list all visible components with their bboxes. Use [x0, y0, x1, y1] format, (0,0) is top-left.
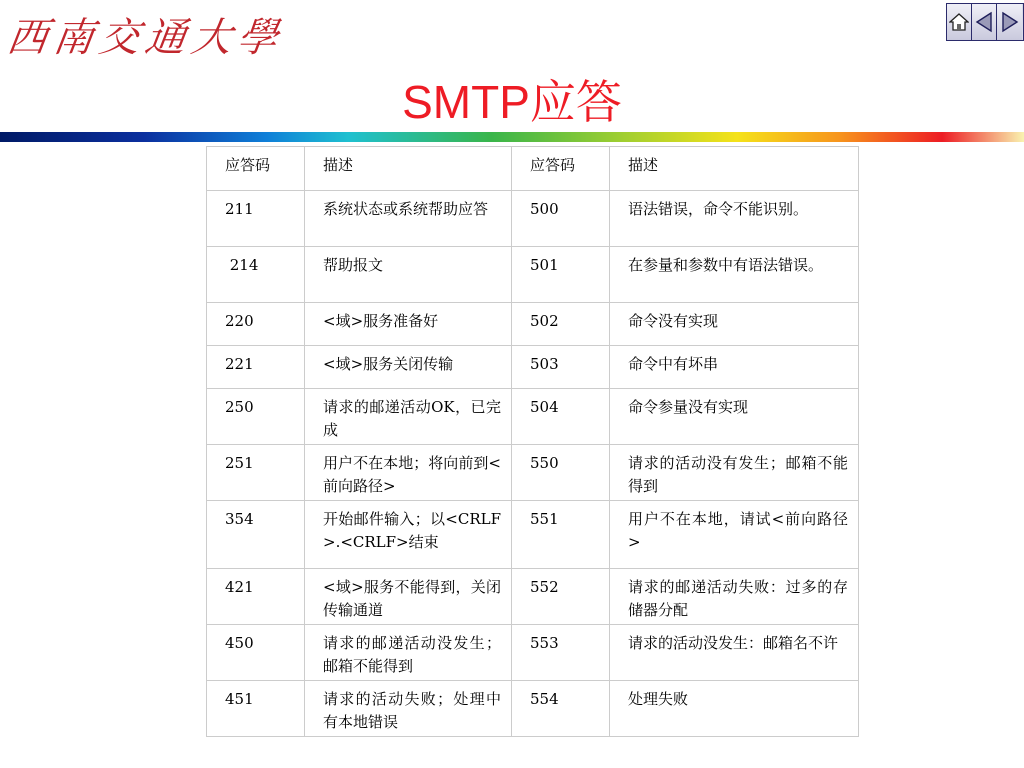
table-row — [207, 681, 859, 737]
reply-description: 请求的活动失败；处理中有本地错误 — [305, 681, 512, 737]
reply-code: 421 — [207, 569, 305, 625]
reply-code: 502 — [512, 303, 610, 346]
reply-description: 命令没有实现 — [610, 303, 859, 346]
reply-code: 503 — [512, 346, 610, 389]
reply-code: 550 — [512, 445, 610, 501]
column-header: 应答码 — [512, 147, 610, 191]
reply-code: 250 — [207, 389, 305, 445]
reply-code: 501 — [512, 247, 610, 303]
reply-description: 开始邮件输入；以<CRLF>.<CRLF>结束 — [305, 501, 512, 569]
reply-code: 214 — [207, 247, 305, 303]
reply-description: 处理失败 — [610, 681, 859, 737]
reply-code: 552 — [512, 569, 610, 625]
reply-description: 帮助报文 — [305, 247, 512, 303]
reply-code: 211 — [207, 191, 305, 247]
home-button[interactable] — [947, 4, 972, 40]
next-button[interactable] — [997, 4, 1022, 40]
table-row — [207, 569, 859, 625]
reply-code: 451 — [207, 681, 305, 737]
table-row — [207, 303, 859, 346]
previous-button[interactable] — [972, 4, 997, 40]
reply-code: 554 — [512, 681, 610, 737]
slide-navigation — [946, 3, 1024, 41]
reply-code: 450 — [207, 625, 305, 681]
table-row — [207, 346, 859, 389]
reply-code: 500 — [512, 191, 610, 247]
reply-code: 551 — [512, 501, 610, 569]
university-logo: 西南交通大學 — [4, 14, 287, 61]
table-row — [207, 625, 859, 681]
reply-description: 语法错误，命令不能识别。 — [610, 191, 859, 247]
reply-description: 请求的邮递活动OK，已完成 — [305, 389, 512, 445]
column-header: 描述 — [305, 147, 512, 191]
reply-description: 系统状态或系统帮助应答 — [305, 191, 512, 247]
reply-code: 221 — [207, 346, 305, 389]
home-icon — [949, 12, 969, 32]
reply-description: 请求的邮递活动失败：过多的存储器分配 — [610, 569, 859, 625]
reply-description: <域>服务不能得到，关闭传输通道 — [305, 569, 512, 625]
reply-description: <域>服务准备好 — [305, 303, 512, 346]
reply-description: 命令中有坏串 — [610, 346, 859, 389]
table-row — [207, 247, 859, 303]
table-header-row — [207, 147, 859, 191]
reply-description: 命令参量没有实现 — [610, 389, 859, 445]
smtp-reply-table — [206, 146, 859, 737]
reply-code: 251 — [207, 445, 305, 501]
reply-description: 请求的邮递活动没发生；邮箱不能得到 — [305, 625, 512, 681]
reply-description: 请求的活动没发生：邮箱名不许 — [610, 625, 859, 681]
table-row — [207, 191, 859, 247]
reply-description: 用户不在本地，请试<前向路径> — [610, 501, 859, 569]
reply-description: 用户不在本地；将向前到<前向路径> — [305, 445, 512, 501]
column-header: 描述 — [610, 147, 859, 191]
table-row — [207, 445, 859, 501]
reply-code: 354 — [207, 501, 305, 569]
table-row — [207, 501, 859, 569]
column-header: 应答码 — [207, 147, 305, 191]
table-row — [207, 389, 859, 445]
reply-code: 504 — [512, 389, 610, 445]
reply-code: 220 — [207, 303, 305, 346]
reply-code: 553 — [512, 625, 610, 681]
next-icon — [1000, 11, 1020, 33]
reply-description: <域>服务关闭传输 — [305, 346, 512, 389]
previous-icon — [974, 11, 994, 33]
reply-description: 在参量和参数中有语法错误。 — [610, 247, 859, 303]
page-title: SMTP应答 — [402, 76, 622, 128]
gradient-divider — [0, 132, 1024, 142]
reply-description: 请求的活动没有发生；邮箱不能得到 — [610, 445, 859, 501]
